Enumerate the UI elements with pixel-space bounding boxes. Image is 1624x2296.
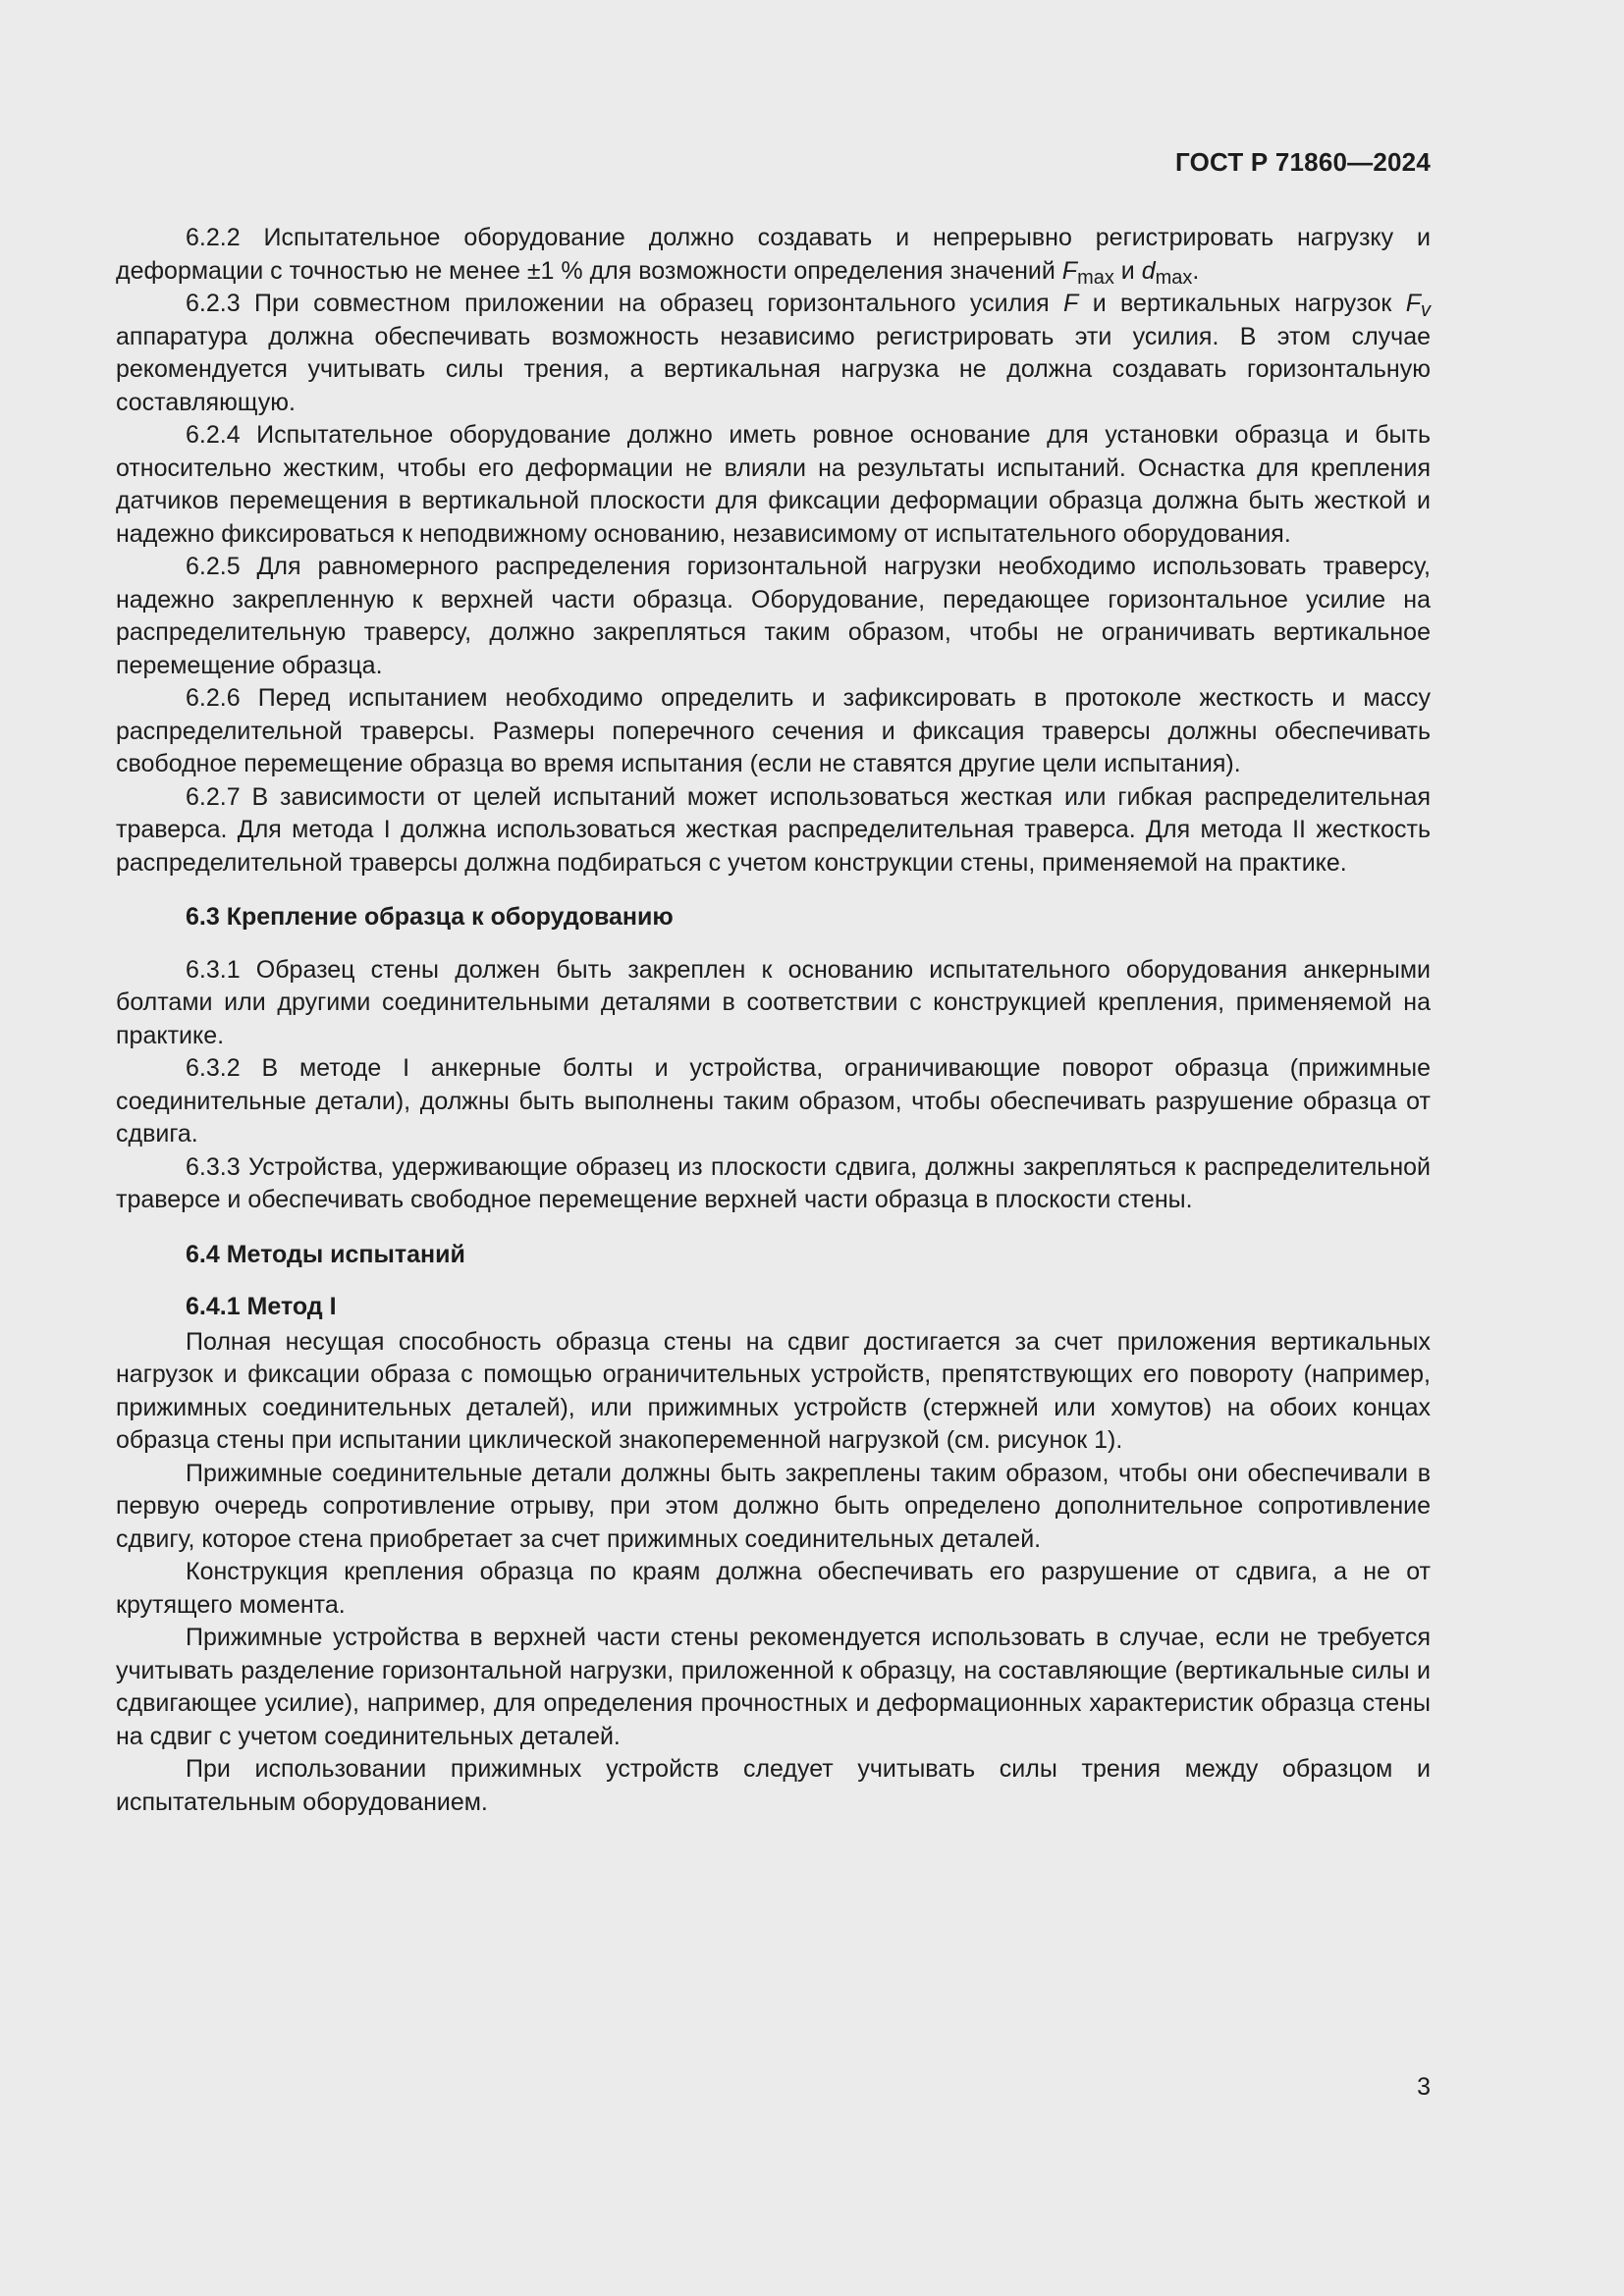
paragraph-6-2-4: 6.2.4 Испытательное оборудование должно иметь ровное основание для установки образца и быть относительно жестким, чтобы его деформации не влияли на результаты испытаний. Оснастка для крепления датчиков перемещения в вертикальной плоскости для фиксации деформации образца должна быть жесткой и надежно фиксироваться к неподвижному основанию, независимому от испытательного оборудования.	[116, 421, 1431, 548]
section-heading-6-3: 6.3 Крепление образца к оборудованию	[186, 903, 674, 931]
paragraph-6-2-7: 6.2.7 В зависимости от целей испытаний может использоваться жесткая или гибкая распределительная траверса. Для метода I должна использоваться жесткая распределительная траверса. Для метода II жесткость распределительной траверсы должна подбираться с учетом конструкции стены, применяемой на практике.	[116, 782, 1431, 877]
paragraph-method-1-c: Конструкция крепления образца по краям должна обеспечивать его разрушение от сдвига, а не от крутящего момента.	[116, 1558, 1431, 1619]
paragraph-6-2-2: 6.2.2 Испытательное оборудование должно создавать и непрерывно регистрировать нагрузку и деформации с точностью не менее ±1 % для возможности определения значений $F_{max}$ и $d_{max}$.	[116, 224, 1431, 289]
paragraph-6-3-1: 6.3.1 Образец стены должен быть закреплен к основанию испытательного оборудования анкерными болтами или другими соединительными деталями в соответствии с конструкцией крепления, применяемой на практике.	[116, 955, 1431, 1049]
paragraph-method-1-d: Прижимные устройства в верхней части стены рекомендуется использовать в случае, если не требуется учитывать разделение горизонтальной нагрузки, приложенной к образцу, на составляющие (вертикальные силы и сдвигающее усилие), например, для определения прочностных и деформационных характеристик образца стены на сдвиг с учетом соединительных деталей.	[116, 1624, 1431, 1750]
page-number: 3	[1417, 2073, 1431, 2101]
paragraph-6-2-6: 6.2.6 Перед испытанием необходимо определить и зафиксировать в протоколе жесткость и массу распределительной траверсы. Размеры поперечного сечения и фиксация траверсы должны обеспечивать свободное перемещение образца во время испытания (если не ставятся другие цели испытания).	[116, 684, 1431, 777]
paragraph-6-2-5: 6.2.5 Для равномерного распределения горизонтальной нагрузки необходимо использовать траверсу, надежно закрепленную к верхней части образца. Оборудование, передающее горизонтальное усилие на распределительную траверсу, должно закрепляться таким образом, чтобы не ограничивать вертикальное перемещение образца.	[116, 553, 1431, 679]
section-heading-6-4: 6.4 Методы испытаний	[186, 1240, 465, 1268]
paragraph-6-3-3: 6.3.3 Устройства, удерживающие образец из плоскости сдвига, должны закрепляться к распределительной траверсе и обеспечивать свободное перемещение верхней части образца в плоскости стены.	[116, 1152, 1431, 1213]
subsection-heading-6-4-1: 6.4.1 Метод I	[186, 1293, 337, 1320]
paragraph-6-2-3: 6.2.3 При совместном приложении на образец горизонтального усилия F и вертикальных нагрузок $F_v$ аппаратура должна обеспечивать возможность независимо регистрировать эти усилия. В этом случае рекомендуется учитывать силы трения, а вертикальная нагрузка не должна создавать горизонтальную составляющую.	[116, 290, 1431, 416]
document-code: ГОСТ Р 71860—2024	[1175, 147, 1431, 177]
paragraph-method-1-e: При использовании прижимных устройств следует учитывать силы трения между образцом и испытательным оборудованием.	[116, 1755, 1431, 1816]
paragraph-method-1-b: Прижимные соединительные детали должны быть закреплены таким образом, чтобы они обеспечивали в первую очередь сопротивление отрыву, при этом должно быть определено дополнительное сопротивление сдвигу, которое стена приобретает за счет прижимных соединительных деталей.	[116, 1459, 1431, 1553]
document-body	[116, 222, 1431, 1819]
paragraph-6-3-2: 6.3.2 В методе I анкерные болты и устройства, ограничивающие поворот образца (прижимные соединительные детали), должны быть выполнены таким образом, чтобы обеспечивать разрушение образца от сдвига.	[116, 1054, 1431, 1148]
paragraph-method-1-a: Полная несущая способность образца стены на сдвиг достигается за счет приложения вертикальных нагрузок и фиксации образа с помощью ограничительных устройств, препятствующих его повороту (например, прижимных соединительных деталей), или прижимных устройств (стержней или хомутов) на обоих концах образца стены при испытании циклической знакопеременной нагрузкой (см. рисунок 1).	[116, 1327, 1431, 1454]
